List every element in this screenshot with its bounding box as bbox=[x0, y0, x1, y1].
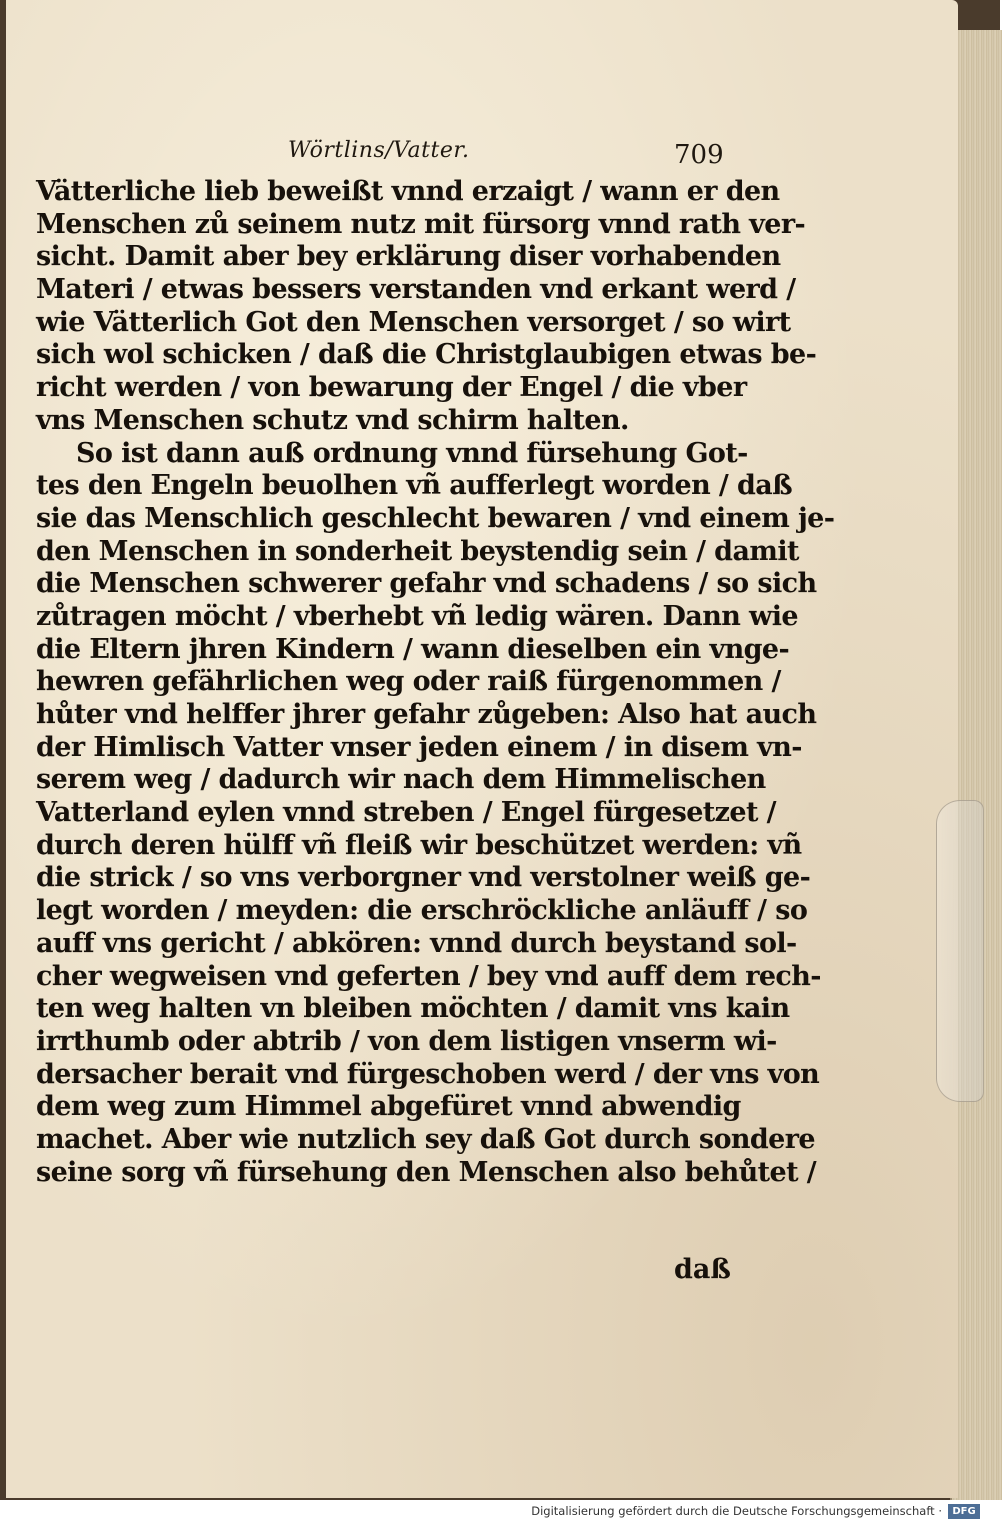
text-line: sich wol schicken / daß die Christglaubigen etwas be- bbox=[36, 339, 817, 371]
text-line: sicht. Damit aber bey erklärung diser vorhabenden bbox=[36, 241, 781, 273]
page-number: 709 bbox=[674, 140, 724, 170]
text-line: Menschen zů seinem nutz mit fürsorg vnnd rath ver- bbox=[36, 208, 806, 240]
text-line: seine sorg vñ fürsehung den Menschen also behůtet / bbox=[36, 1156, 817, 1188]
text-line: hůter vnd helffer jhrer gefahr zůgeben: Also hat auch bbox=[36, 699, 817, 730]
text-line: machet. Aber wie nutzlich sey daß Got durch sondere bbox=[36, 1123, 815, 1155]
text-line: dem weg zum Himmel abgefüret vnnd abwendig bbox=[36, 1091, 741, 1123]
text-line: legt worden / meyden: die erschröckliche anläuff / so bbox=[36, 895, 808, 927]
text-line: die Menschen schwerer gefahr vnd schadens / so sich bbox=[36, 568, 817, 600]
text-line: der Himlisch Vatter vnser jeden einem / in disem vn- bbox=[36, 731, 802, 763]
text-line: Vatterland eylen vnnd streben / Engel fürgesetzet / bbox=[36, 797, 776, 829]
digitization-footer bbox=[0, 1500, 1000, 1524]
text-line: dersacher berait vnd fürgeschoben werd / der vns von bbox=[36, 1058, 820, 1090]
text-line: auff vns gericht / abkören: vnnd durch beystand sol- bbox=[36, 927, 797, 959]
text-line: tes den Engeln beuolhen vñ aufferlegt worden / daß bbox=[36, 470, 793, 502]
text-line: cher wegweisen vnd geferten / bey vnd auff dem rech- bbox=[36, 960, 821, 992]
book-page bbox=[6, 0, 958, 1498]
text-line: ten weg halten vn bleiben möchten / damit vns kain bbox=[36, 993, 790, 1025]
text-line: Materi / etwas bessers verstanden vnd erkant werd / bbox=[36, 274, 796, 306]
running-head: Wörtlins/Vatter. bbox=[288, 138, 470, 163]
page-clip bbox=[936, 800, 984, 1102]
text-line: durch deren hülff vñ fleiß wir beschützet werden: vñ bbox=[36, 829, 802, 861]
dfg-logo-icon: DFG bbox=[948, 1504, 980, 1519]
text-line: Vätterliche lieb beweißt vnnd erzaigt / wann er den bbox=[36, 176, 780, 207]
body-text bbox=[36, 176, 835, 1189]
text-line: serem weg / dadurch wir nach dem Himmelischen bbox=[36, 764, 766, 796]
text-line: den Menschen in sonderheit beystendig sein / damit bbox=[36, 535, 799, 567]
text-line: die strick / so vns verborgner vnd verstolner weiß ge- bbox=[36, 862, 811, 894]
funding-credit: Digitalisierung gefördert durch die Deutsche Forschungsgemeinschaft · bbox=[531, 1504, 942, 1518]
text-line: So ist dann auß ordnung vnnd fürsehung Got- bbox=[76, 437, 748, 469]
text-line: irrthumb oder abtrib / von dem listigen vnserm wi- bbox=[36, 1025, 777, 1057]
page-header bbox=[6, 138, 958, 178]
text-line: die Eltern jhren Kindern / wann dieselben ein vnge- bbox=[36, 633, 790, 665]
text-line: zůtragen möcht / vberhebt vñ ledig wären. Dann wie bbox=[36, 600, 798, 632]
text-line: hewren gefährlichen weg oder raiß fürgenommen / bbox=[36, 666, 781, 698]
text-line: vns Menschen schutz vnd schirm halten. bbox=[36, 404, 629, 436]
catchword: daß bbox=[674, 1254, 731, 1285]
text-line: sie das Menschlich geschlecht bewaren / vnd einem je- bbox=[36, 502, 835, 534]
text-line: richt werden / von bewarung der Engel / die vber bbox=[36, 372, 747, 404]
text-line: wie Vätterlich Got den Menschen versorget / so wirt bbox=[36, 306, 791, 338]
